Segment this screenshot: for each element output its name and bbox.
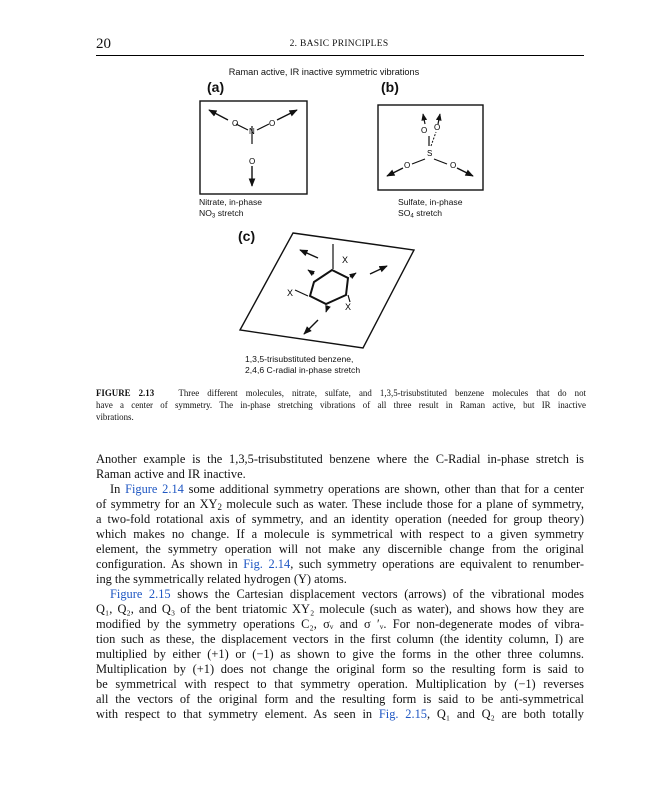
figure-link[interactable]: Fig. 2.14	[243, 557, 291, 571]
body-line: a two-fold rotational axis of symmetry, and an identity operation (needed for group theory)	[96, 512, 584, 526]
arrow	[300, 250, 318, 258]
atom-o: O	[434, 123, 441, 132]
section-title: 2. BASIC PRINCIPLES	[289, 39, 389, 49]
figure-link[interactable]: Figure 2.15	[110, 587, 171, 601]
figure-caption-line: have a center of symmetry. The in-phase stretching vibrations of all three result in Raman active, but IR inactive	[96, 400, 586, 410]
panel-c-label: (c)	[238, 228, 256, 244]
nitrate-diagram	[199, 100, 309, 196]
arrow	[277, 110, 297, 120]
atom-s: S	[427, 149, 433, 158]
body-line: ing the symmetrically related hydrogen (Y) atoms.	[96, 572, 347, 586]
sulfate-caption-2: $SO_4$ stretch	[398, 208, 443, 220]
body-line: Q₁, Q₂, and Q₃ of the bent triatomic XY₂ molecule (such as water), and shows how they are	[96, 602, 584, 616]
figure-link[interactable]: Figure 2.14	[125, 482, 184, 496]
body-line: Raman active and IR inactive.	[96, 467, 246, 481]
running-header	[96, 36, 582, 54]
benzene-caption-1: 1,3,5-trisubstituted benzene,	[245, 354, 354, 364]
body-line: be symmetrical with respect to that symmetry operation. Multiplication by (−1) reverses	[96, 677, 584, 691]
body-line: modified by the symmetry operations C₂, σᵥ and σ ′ᵥ. For non-degenerate modes of vibra-	[96, 617, 584, 631]
panel-b-frame	[378, 105, 483, 190]
body-line: Figure 2.15 shows the Cartesian displacement vectors (arrows) of the vibrational modes	[110, 587, 584, 601]
arrow	[387, 168, 403, 176]
body-line: In Figure 2.14 some additional symmetry operations are shown, other than that for a center	[110, 482, 584, 496]
panel-a-frame	[200, 101, 307, 194]
body-line: configuration. As shown in Fig. 2.14, such symmetry operations are equivalent to renumber-	[96, 557, 584, 571]
arrow	[423, 114, 425, 124]
benzene-caption-2: 2,4,6 C-radial in-phase stretch	[245, 365, 361, 375]
nitrate-caption-2: $NO_3$ stretch	[199, 208, 244, 220]
body-line: of symmetry for an $XY_2$ molecule such as water. These include those for a plane of symmetry,	[96, 497, 584, 513]
figure-label: FIGURE 2.13	[96, 388, 155, 398]
substituent-x: X	[345, 302, 352, 312]
substituent-x: X	[287, 288, 294, 298]
body-line: Another example is the 1,3,5-trisubstituted benzene where the C-Radial in-phase stretch is	[96, 452, 584, 466]
page-number: 20	[96, 36, 111, 52]
atom-o: O	[421, 126, 428, 135]
atom-o: O	[450, 161, 457, 170]
plane	[240, 233, 414, 348]
sulfate-caption-1: Sulfate, in-phase	[398, 197, 463, 207]
atom-o: O	[404, 161, 411, 170]
figure-caption-line: FIGURE 2.13 Three different molecules, nitrate, sulfate, and 1,3,5-trisubstituted benzene molecules that do not	[96, 388, 586, 398]
substituent-x: X	[342, 255, 349, 265]
arrow	[209, 110, 228, 120]
body-line: tion such as these, the displacement vectors in the first column (the identity column, I) are	[96, 632, 584, 646]
figure-link[interactable]: Fig. 2.15	[378, 707, 427, 721]
atom-o: O	[249, 157, 256, 166]
sulfate-diagram	[377, 104, 485, 192]
header-rule	[96, 55, 584, 56]
body-line: multiplied by either (+1) or (−1) as shown to give the forms in the other three columns.	[96, 647, 584, 661]
atom-n: N	[249, 127, 255, 136]
figure-caption-line: vibrations.	[96, 412, 134, 422]
body-line: with respect to that symmetry element. As seen in Fig. 2.15, Q₁ and Q₂ are both totally	[96, 707, 584, 721]
panel-a-label: (a)	[207, 79, 225, 95]
atom-o: O	[269, 119, 276, 128]
panel-b-label: (b)	[381, 79, 399, 95]
benzene-diagram	[238, 230, 418, 352]
nitrate-caption-1: Nitrate, in-phase	[199, 197, 263, 207]
body-line: all the vectors of the original form and the resulting form is said to be anti-symmetrical	[96, 692, 584, 706]
figure-heading: Raman active, IR inactive symmetric vibrations	[228, 67, 420, 77]
arrow	[370, 266, 387, 274]
body-line: element, the symmetry operation will not make any discernible change from the original	[96, 542, 584, 556]
arrow	[457, 168, 473, 176]
arrow	[304, 320, 318, 334]
body-line: Multiplication by (+1) does not change the original form so the resulting form is said to	[96, 662, 584, 676]
atom-o: O	[232, 119, 239, 128]
body-line: which makes no change. If a molecule is symmetrical with respect to a given symmetry	[96, 527, 584, 541]
